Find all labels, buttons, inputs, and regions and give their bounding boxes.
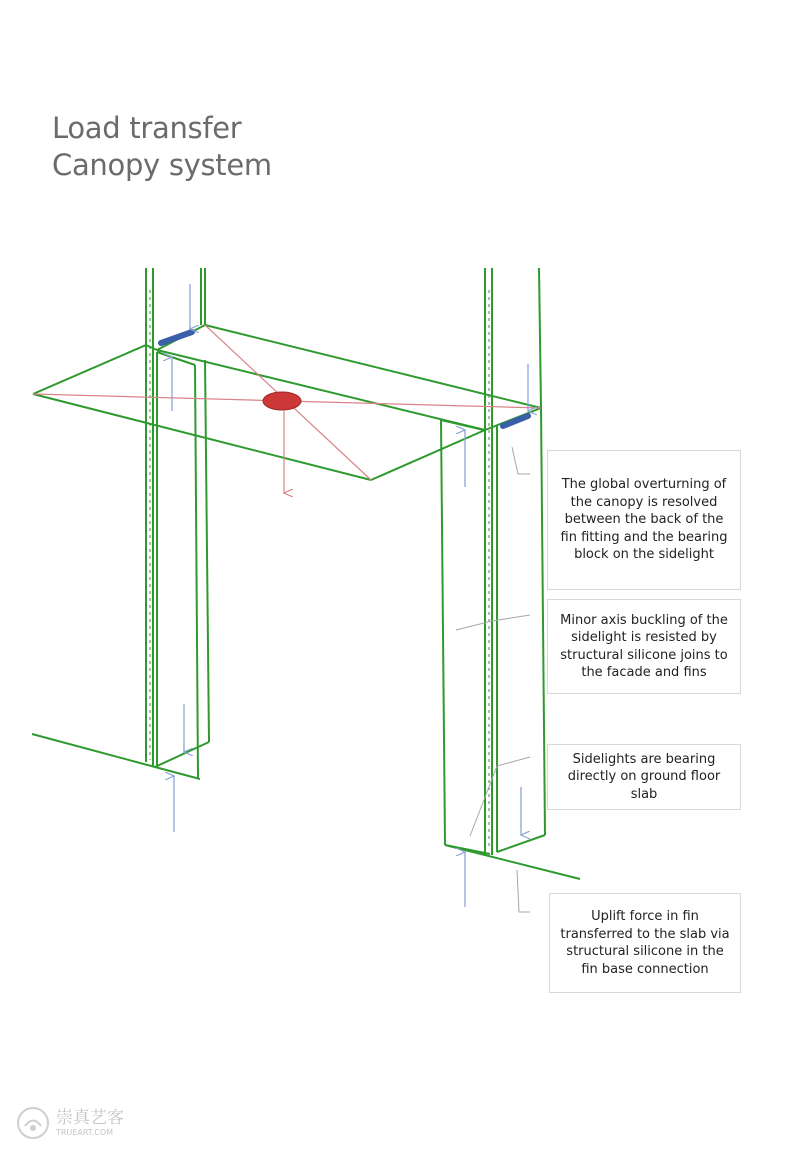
callout-line: sidelight is resisted by — [571, 630, 717, 645]
callout-line: the facade and fins — [581, 665, 707, 680]
right-fin — [485, 268, 545, 855]
callout-uplift-force — [549, 893, 741, 993]
callout-sidelight-bearing — [547, 744, 741, 810]
callout-line: The global overturning of — [561, 477, 727, 493]
callout-line: between the back of the — [564, 512, 724, 528]
callout-line: structural silicone joins to — [560, 647, 728, 663]
callout-line: slab — [630, 786, 658, 802]
watermark-text-en: TRUEART.COM — [56, 1127, 114, 1137]
callout-global-overturning — [547, 450, 741, 590]
left-sidelight — [157, 352, 198, 778]
center-of-mass — [263, 392, 301, 410]
callout-line: Minor axis buckling of the — [560, 612, 728, 628]
left-bearing-block — [161, 332, 192, 343]
callout-minor-axis-buckling — [547, 599, 741, 694]
watermark-logo-icon — [16, 1106, 50, 1140]
title-line-2: Canopy system — [52, 148, 272, 182]
callout-line: directly on ground floor — [567, 769, 721, 785]
callout-line: Uplift force in fin — [591, 909, 699, 924]
left-fin — [146, 268, 209, 767]
callout-line: block on the sidelight — [574, 547, 714, 563]
callout-line: Sidelights are bearing — [572, 751, 716, 767]
watermark-text-cn: 崇真艺客 — [56, 1107, 124, 1128]
callout-line: structural silicone in the — [566, 944, 724, 959]
watermark — [16, 1106, 124, 1140]
title-line-1: Load transfer — [52, 111, 242, 145]
callout-line: transferred to the slab via — [560, 926, 730, 942]
force-arrows — [172, 284, 528, 907]
callout-line: fin fitting and the bearing — [560, 529, 728, 545]
callout-line: fin base connection — [581, 961, 709, 977]
callout-line: the canopy is resolved — [570, 494, 718, 510]
